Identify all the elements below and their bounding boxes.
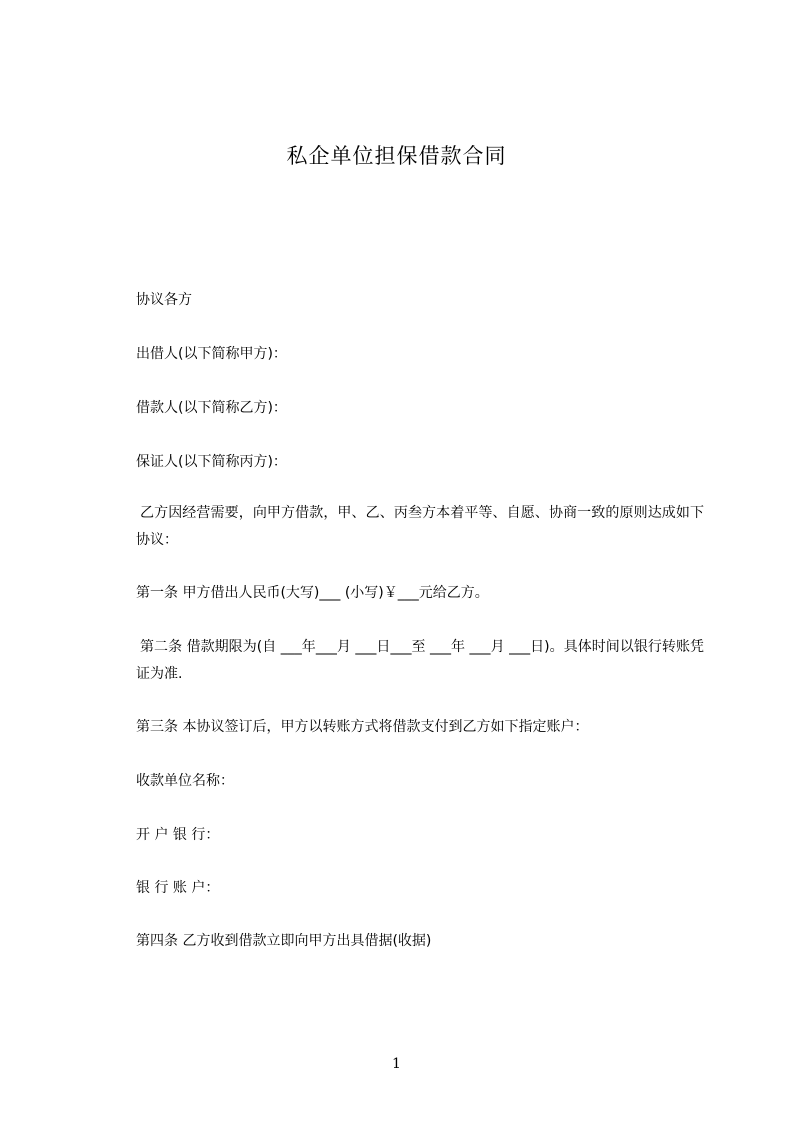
borrower-line: 借款人(以下简称乙方)： <box>136 400 287 416</box>
article-3: 第三条 本协议签订后，甲方以转账方式将借款支付到乙方如下指定账户： <box>136 719 589 735</box>
page-title: 私企单位担保借款合同 <box>286 144 507 168</box>
lender-line: 出借人(以下简称甲方)： <box>136 346 287 362</box>
bank-line: 开 户 银 行： <box>136 827 220 843</box>
guarantor-line: 保证人(以下简称丙方)： <box>136 454 287 470</box>
article-1: 第一条 甲方借出人民币(大写)___ (小写)￥___元给乙方。 <box>136 585 489 601</box>
page-number: 1 <box>392 1056 401 1072</box>
article-4: 第四条 乙方收到借款立即向甲方出具借据(收据) <box>136 933 432 949</box>
article-2: 第二条 借款期限为(自 ___年___月 ___日___至 ___年 ___月 ___日)。具体时间以银行转账凭证为准. <box>136 639 704 682</box>
preamble-paragraph: 乙方因经营需要，向甲方借款，甲、乙、丙叁方本着平等、自愿、协商一致的原则达成如下协议： <box>136 505 704 548</box>
payee-name-line: 收款单位名称： <box>136 773 234 789</box>
parties-heading: 协议各方 <box>136 292 192 308</box>
account-line: 银 行 账 户： <box>136 880 220 896</box>
